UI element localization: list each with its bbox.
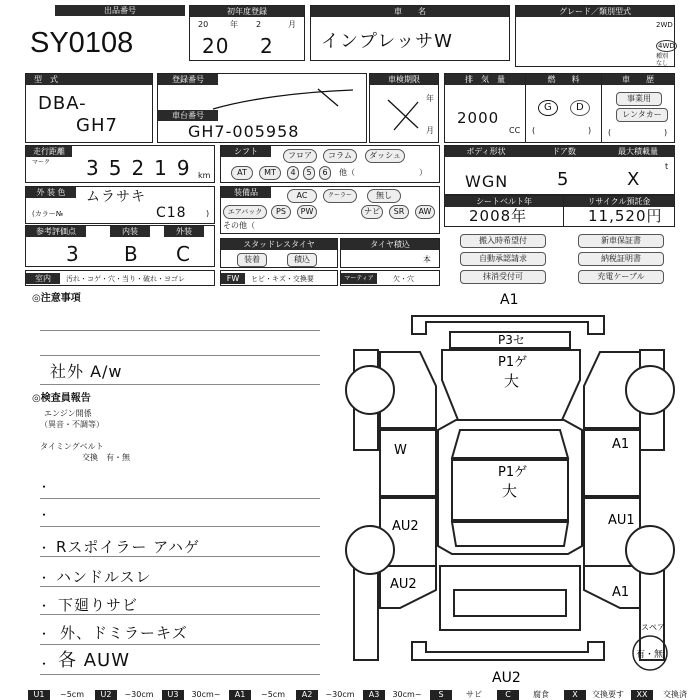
- equipment-label: 装備品: [221, 187, 271, 198]
- first-registration-label: 初年度登録: [190, 6, 304, 17]
- bullet-4: ・: [38, 571, 51, 585]
- bullet-5: ・: [38, 599, 51, 613]
- usage-label: 車 歴: [602, 74, 674, 85]
- seatbelt-value: 2008年: [469, 207, 528, 225]
- color-number-label: (カラー№: [32, 210, 64, 218]
- drive-none: 種別なし: [656, 53, 669, 67]
- drive-4wd: 4WD: [658, 42, 675, 50]
- load-label: 最大積載量: [601, 146, 675, 157]
- inspector-title: ◎検査員報告: [32, 393, 91, 404]
- btn-manual: 納税証明書: [578, 252, 664, 266]
- car-name-label: 車 名: [311, 6, 509, 17]
- wheel-rear-left: [346, 526, 394, 574]
- shift-at: AT: [231, 166, 253, 180]
- equip-none: 無し: [367, 189, 401, 203]
- chassis-label: 車台番号: [158, 110, 218, 121]
- btn-charge-cable: 充電ケーブル: [578, 270, 664, 284]
- registration-number-label: 登録番号: [158, 74, 218, 85]
- recycle-label: リサイクル預託金: [564, 196, 674, 207]
- interior-condition-label: 室内: [26, 273, 60, 284]
- mileage-value: 35219: [86, 156, 200, 180]
- exterior-grade-label: 外装: [164, 226, 204, 237]
- wheel-front-right: [626, 366, 674, 414]
- model-line2: GH7: [76, 115, 118, 136]
- exterior-grade: C: [176, 242, 191, 266]
- color-number-close: ): [206, 209, 210, 218]
- footer-code: S: [430, 690, 452, 700]
- martier-label: マーティア: [341, 273, 377, 284]
- drive-2wd: 2WD: [656, 21, 673, 29]
- notes-line-8: [40, 614, 320, 615]
- notes-line-5: [40, 526, 320, 527]
- footer-code: A1: [229, 690, 251, 700]
- recycle-value: 11,520円: [588, 207, 663, 225]
- color-value: ムラサキ: [86, 189, 146, 205]
- lot-number-box: [25, 5, 185, 61]
- inspection-item-5: 各 AUW: [58, 650, 131, 671]
- color-label: 外 装 色: [26, 187, 76, 198]
- equip-ac: AC: [287, 189, 317, 203]
- footer-desc: ~5cm: [261, 690, 285, 699]
- inspection-label: 車検期限: [370, 74, 438, 85]
- note-1: 社外 A/w: [50, 362, 123, 381]
- notes-line-3: [40, 384, 320, 385]
- tire-load-label: タイヤ積込: [341, 239, 439, 250]
- body-box: [444, 145, 675, 195]
- dmg-left-mid: AU2: [392, 519, 419, 534]
- model-box: [25, 73, 153, 143]
- equip-cooler: クーラー: [323, 189, 357, 203]
- equip-airbag: エアバック: [223, 205, 267, 219]
- chassis-number: GH7-005958: [188, 122, 300, 141]
- shift-other-close: ）: [419, 168, 427, 177]
- lot-number-label: 出品番号: [55, 5, 185, 16]
- dmg-roof-2: 大: [502, 482, 518, 500]
- equip-ps: PS: [271, 205, 291, 219]
- bullet-7: ・: [38, 657, 51, 671]
- footer-desc: ~30cm: [325, 690, 355, 699]
- btn-auto-transfer: 自動承認請求: [460, 252, 546, 266]
- footer-code: X: [564, 690, 586, 700]
- notes-line-1: [40, 330, 320, 331]
- seatbelt-box: [444, 195, 564, 227]
- bullet-6: ・: [38, 627, 51, 641]
- inspection-item-2: ハンドルスレ: [56, 568, 152, 586]
- dmg-bonnet-2: P1ゲ: [498, 355, 528, 370]
- shift-dash: ダッシュ: [365, 149, 405, 163]
- grade-box: [515, 5, 675, 67]
- shift-box: [220, 145, 440, 183]
- insp-month-unit: 月: [426, 126, 434, 135]
- footer-desc: 30cm~: [392, 690, 422, 699]
- spare-value: 有・無: [636, 650, 664, 660]
- interior-grade-label: 内装: [110, 226, 150, 237]
- engine-sub: （異音・不調等）: [40, 420, 104, 429]
- lot-number: SY0108: [30, 27, 134, 59]
- car-name: インプレッサW: [321, 31, 453, 52]
- notes-title: ◎注意事項: [32, 293, 81, 304]
- footer-code: A3: [363, 690, 385, 700]
- notes-line-7: [40, 586, 320, 587]
- dmg-right-rear: A1: [612, 585, 630, 600]
- footer-desc: サビ: [466, 690, 482, 699]
- fuel-paren-right: ): [588, 126, 592, 135]
- tire-load-box: [340, 238, 440, 268]
- score-label: 参考評価点: [26, 226, 86, 237]
- footer-desc: 交換済: [663, 690, 687, 699]
- stud-loaded: 積込: [287, 253, 317, 267]
- dmg-left-rear: AU2: [390, 577, 417, 592]
- shift-floor: フロア: [283, 149, 317, 163]
- fuel-d: D: [570, 100, 590, 116]
- reg-year-small: 20: [198, 20, 209, 29]
- usage-business: 事業用: [616, 92, 662, 106]
- cc-unit: CC: [509, 126, 521, 135]
- equip-navi: ナビ: [361, 205, 383, 219]
- notes-line-9: [40, 644, 320, 645]
- fuel-paren-left: (: [532, 126, 536, 135]
- score-box: [25, 225, 215, 267]
- shift-other: 他（: [339, 168, 355, 177]
- interior-condition-bar: [25, 270, 215, 286]
- load-value: X: [627, 169, 641, 190]
- score-value: 3: [66, 242, 80, 266]
- shift-column: コラム: [323, 149, 357, 163]
- studless-box: [220, 238, 338, 268]
- spare-label: スペア: [641, 623, 665, 632]
- equip-sr: SR: [389, 205, 409, 219]
- strike-mark: [208, 84, 358, 114]
- footer-desc: ~5cm: [60, 690, 84, 699]
- timing-sub: 交換 有・無: [82, 453, 130, 462]
- displacement-label: 排 気 量: [445, 74, 525, 85]
- interior-grade: B: [124, 242, 139, 266]
- mileage-label: 走行距離: [26, 146, 72, 157]
- body-label: ボディ形状: [445, 146, 527, 157]
- mark-label: マーク: [32, 159, 51, 166]
- km-unit: km: [198, 171, 211, 180]
- inspection-item-4: 外、ドミラーキズ: [60, 624, 188, 642]
- model-label: 型 式: [26, 74, 152, 85]
- dmg-left-front: W: [394, 443, 407, 458]
- reg-month: 2: [260, 34, 274, 58]
- btn-new-warranty: 新車保証書: [578, 234, 664, 248]
- bullet-3: ・: [38, 541, 51, 555]
- shift-4: 4: [287, 166, 299, 180]
- fw-options: ヒビ・キズ・交換要: [251, 275, 314, 283]
- shift-label: シフト: [221, 146, 271, 157]
- shift-6: 6: [319, 166, 331, 180]
- door-label: ドア数: [527, 146, 601, 157]
- fw-label: FW: [221, 273, 245, 284]
- mileage-box: [25, 145, 215, 183]
- displacement-box: [444, 73, 526, 143]
- footer-code: XX: [631, 690, 653, 700]
- footer-legend: [28, 690, 700, 700]
- inspection-box: [369, 73, 439, 143]
- load-unit: t: [665, 162, 669, 171]
- shift-mt: MT: [259, 166, 281, 180]
- btn-loaded-time: 搬入時希望付: [460, 234, 546, 248]
- tire-load-unit: 本: [423, 255, 431, 264]
- dmg-right-front: A1: [612, 437, 630, 452]
- year-unit: 年: [230, 20, 238, 29]
- btn-deregistered: 抹消受付可: [460, 270, 546, 284]
- inspection-cross: [384, 94, 424, 134]
- dmg-roof-1: P1ゲ: [498, 465, 528, 480]
- footer-code: A2: [296, 690, 318, 700]
- inspection-item-1: Rスポイラー アハゲ: [56, 538, 200, 556]
- usage-paren-left: (: [608, 128, 612, 137]
- dmg-bonnet-3: 大: [504, 372, 520, 390]
- fuel-label: 燃 料: [526, 74, 601, 85]
- dmg-bonnet-1: P3セ: [498, 333, 525, 347]
- dmg-top: A1: [500, 292, 519, 308]
- registration-number-box: [157, 73, 367, 143]
- dmg-right-mid: AU1: [608, 513, 635, 528]
- footer-desc: 腐食: [533, 690, 549, 699]
- fw-bar: [220, 270, 338, 286]
- notes-line-2: [40, 355, 320, 356]
- shift-5: 5: [303, 166, 315, 180]
- usage-box: [602, 73, 675, 143]
- footer-code: U1: [28, 690, 50, 700]
- stud-attached: 装着: [237, 253, 267, 267]
- seatbelt-label: シートベルト年: [445, 196, 563, 207]
- wheel-front-left: [346, 366, 394, 414]
- inspection-item-3: 下廻りサビ: [58, 596, 139, 614]
- fuel-g: G: [538, 100, 558, 116]
- first-registration-box: [189, 5, 305, 61]
- equipment-box: [220, 186, 440, 234]
- footer-desc: ~30cm: [124, 690, 154, 699]
- insp-year-unit: 年: [426, 94, 434, 103]
- notes-line-10: [40, 674, 320, 675]
- door-value: 5: [557, 169, 570, 190]
- car-diagram: [340, 290, 700, 690]
- equip-pw: PW: [297, 205, 317, 219]
- displacement-value: 2000: [457, 109, 500, 127]
- footer-desc: 30cm~: [191, 690, 221, 699]
- equip-aw: AW: [415, 205, 435, 219]
- martier-options: 欠・穴: [393, 275, 414, 283]
- usage-paren-right: ): [664, 128, 668, 137]
- car-name-box: [310, 5, 510, 61]
- martier-bar: [340, 270, 440, 286]
- usage-rental: レンタカー: [616, 108, 668, 122]
- engine-label: エンジン開係: [44, 409, 92, 418]
- grade-label: グレード／類別型式: [516, 6, 674, 17]
- dmg-bottom: AU2: [492, 670, 521, 686]
- bullet-2: ・: [38, 508, 51, 522]
- body-value: WGN: [465, 172, 509, 191]
- notes-line-6: [40, 556, 320, 557]
- month-unit: 月: [288, 20, 296, 29]
- studless-label: スタッドレスタイヤ: [221, 239, 337, 250]
- footer-desc: 交換要す: [592, 690, 624, 699]
- reg-year: 20: [202, 34, 230, 58]
- equip-other: その他（: [223, 221, 255, 230]
- timing-label: タイミングベルト: [40, 442, 104, 451]
- footer-code: U2: [95, 690, 117, 700]
- footer-code: C: [497, 690, 519, 700]
- wheel-rear-right: [626, 526, 674, 574]
- model-line1: DBA-: [38, 93, 87, 114]
- bullet-1: ・: [38, 480, 51, 494]
- recycle-box: [564, 195, 675, 227]
- reg-month-small: 2: [256, 20, 262, 29]
- interior-condition-options: 汚れ・コゲ・穴・当り・破れ・ヨゴレ: [66, 275, 185, 283]
- color-number: C18: [156, 205, 187, 221]
- color-box: [25, 186, 215, 224]
- notes-line-4: [40, 498, 320, 499]
- footer-code: U3: [162, 690, 184, 700]
- fuel-box: [526, 73, 602, 143]
